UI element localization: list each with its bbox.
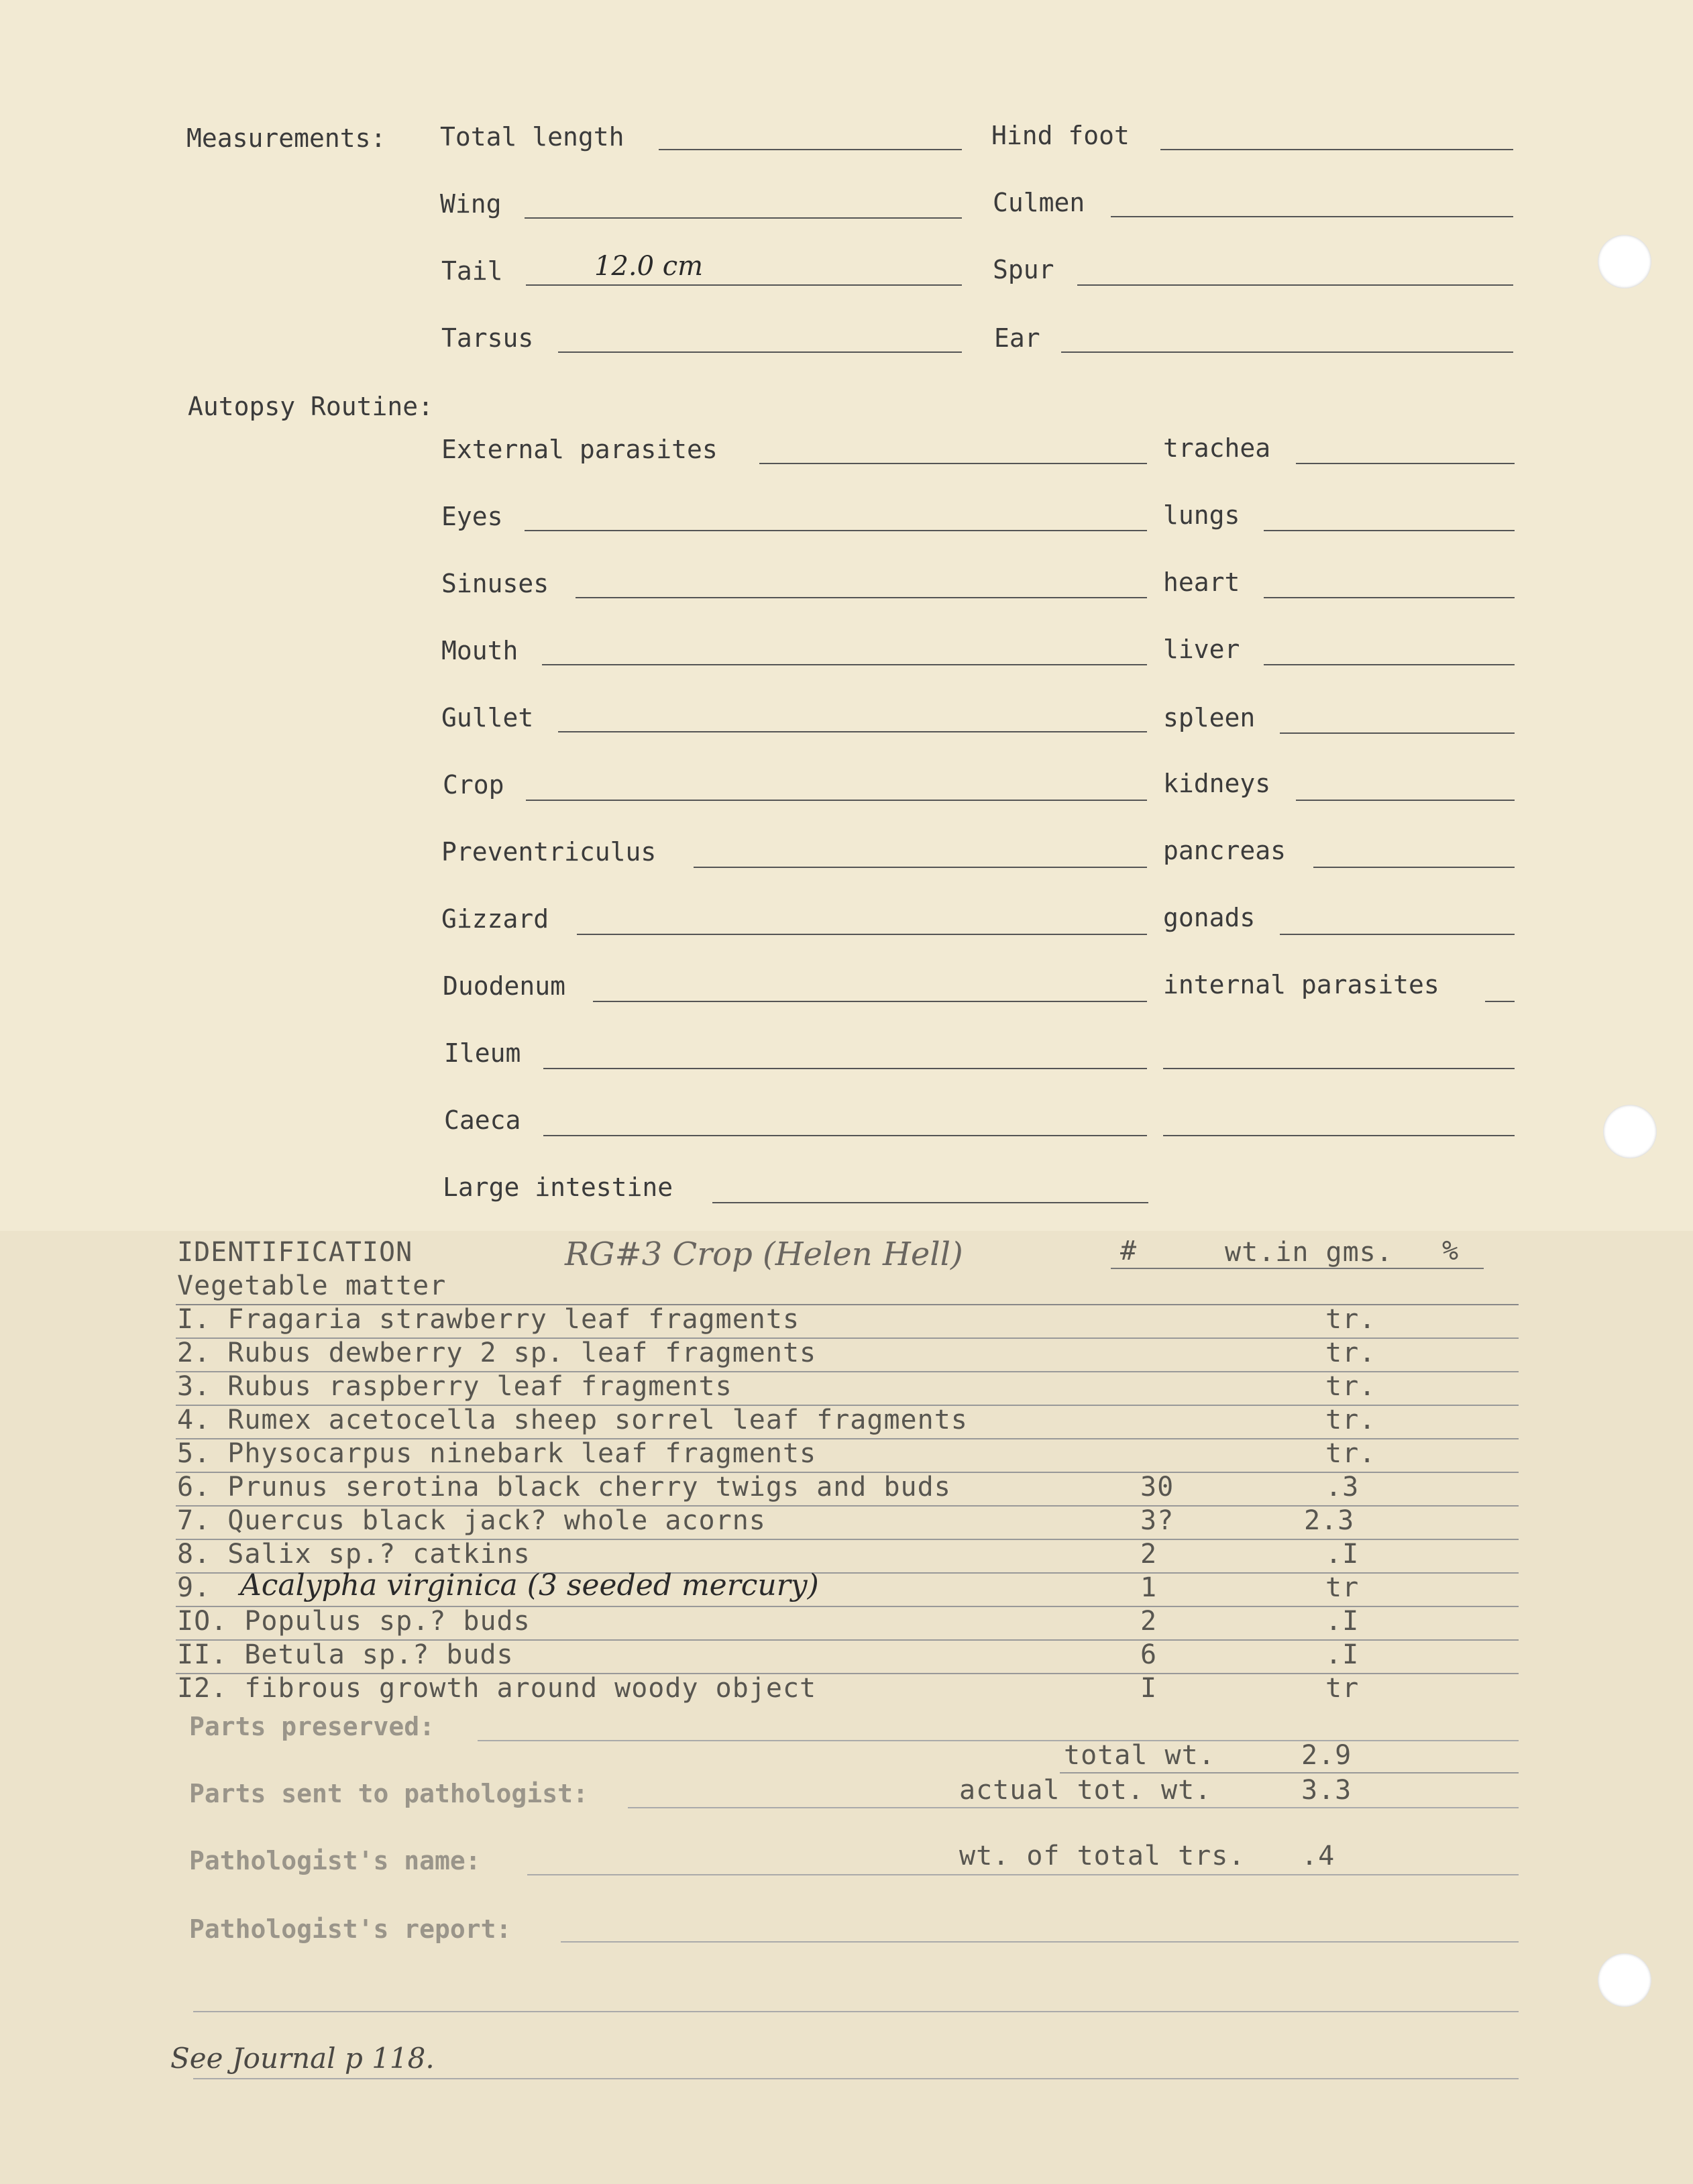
culmen-line xyxy=(1111,216,1513,217)
gizzard-line xyxy=(577,934,1147,935)
list-item: I. Fragaria strawberry leaf fragments xyxy=(177,1304,800,1335)
preventriculus-label: Preventriculus xyxy=(441,837,657,867)
item-weight: tr. xyxy=(1325,1371,1376,1402)
kidneys-line xyxy=(1296,800,1515,801)
item-weight: tr. xyxy=(1325,1438,1376,1469)
column-percent-header: % xyxy=(1442,1236,1460,1266)
ear-label: Ear xyxy=(994,323,1040,353)
binder-hole-top xyxy=(1598,235,1651,288)
trachea-label: trachea xyxy=(1163,433,1271,463)
parts-sent-to-pathologist-label: Parts sent to pathologist: xyxy=(189,1779,588,1808)
mouth-label: Mouth xyxy=(441,636,518,665)
list-item: 8. Salix sp.? catkins xyxy=(177,1539,531,1570)
tail-line xyxy=(526,284,962,286)
caeca-label: Caeca xyxy=(444,1105,521,1135)
total-length-label: Total length xyxy=(440,122,624,152)
total-length-line xyxy=(659,149,962,150)
duodenum-line xyxy=(593,1001,1147,1002)
lungs-label: lungs xyxy=(1163,500,1240,530)
pancreas-label: pancreas xyxy=(1163,836,1287,865)
list-item: 7. Quercus black jack? whole acorns xyxy=(177,1505,766,1536)
ileum-label: Ileum xyxy=(444,1038,521,1068)
item-count: 30 xyxy=(1140,1472,1175,1503)
heart-line xyxy=(1264,597,1515,598)
identification-title: IDENTIFICATION xyxy=(177,1237,413,1268)
list-item: IO. Populus sp.? buds xyxy=(177,1606,531,1637)
pathologists-report-line-1 xyxy=(561,1941,1519,1943)
sinuses-label: Sinuses xyxy=(441,569,549,598)
pathologists-report-line-2 xyxy=(193,2011,1519,2012)
eyes-label: Eyes xyxy=(441,502,503,531)
internal-parasites-line xyxy=(1485,1001,1515,1002)
item-weight: .I xyxy=(1325,1639,1360,1670)
blank-right-line-1 xyxy=(1163,1068,1515,1069)
item-weight: .I xyxy=(1325,1539,1360,1570)
item9-handwritten: Acalypha virginica (3 seeded mercury) xyxy=(240,1568,819,1602)
identification-handwritten-title: RG#3 Crop (Helen Hell) xyxy=(565,1236,963,1273)
sinuses-line xyxy=(576,597,1147,598)
list-item: 5. Physocarpus ninebark leaf fragments xyxy=(177,1438,817,1469)
header-line xyxy=(1111,1268,1484,1269)
tarsus-label: Tarsus xyxy=(441,323,534,353)
eyes-line xyxy=(525,530,1147,531)
journal-reference-note: See Journal p 118. xyxy=(170,2042,435,2075)
external-parasites-label: External parasites xyxy=(441,435,718,464)
item-weight: tr. xyxy=(1325,1304,1376,1335)
list-item: II. Betula sp.? buds xyxy=(177,1639,514,1670)
wing-label: Wing xyxy=(440,189,502,219)
external-parasites-line xyxy=(759,463,1147,464)
crop-line xyxy=(526,800,1147,801)
pathologists-report-line-3 xyxy=(193,2078,1519,2079)
wing-line xyxy=(525,217,962,219)
total-weight-value: 2.9 xyxy=(1301,1740,1352,1771)
internal-parasites-label: internal parasites xyxy=(1163,970,1439,999)
item-count: 2 xyxy=(1140,1539,1158,1570)
caeca-line xyxy=(543,1135,1147,1136)
autopsy-routine-label: Autopsy Routine: xyxy=(188,392,434,421)
gullet-line xyxy=(558,731,1147,732)
pancreas-line xyxy=(1313,867,1515,868)
crop-label: Crop xyxy=(443,770,504,800)
item-weight: tr. xyxy=(1325,1405,1376,1435)
list-item: 9. xyxy=(177,1572,211,1603)
lungs-line xyxy=(1264,530,1515,531)
hind-foot-line xyxy=(1160,149,1513,150)
duodenum-label: Duodenum xyxy=(443,971,566,1001)
mouth-line xyxy=(542,664,1147,665)
item-count: 1 xyxy=(1140,1572,1158,1603)
item-weight: .I xyxy=(1325,1606,1360,1637)
blank-right-line-2 xyxy=(1163,1135,1515,1136)
gullet-label: Gullet xyxy=(441,703,534,732)
hind-foot-label: Hind foot xyxy=(991,121,1130,150)
kidneys-label: kidneys xyxy=(1163,769,1271,798)
list-item: 2. Rubus dewberry 2 sp. leaf fragments xyxy=(177,1337,817,1368)
item-weight: tr. xyxy=(1325,1337,1376,1368)
item-weight: 2.3 xyxy=(1304,1505,1355,1536)
gizzard-label: Gizzard xyxy=(441,904,549,934)
binder-hole-middle xyxy=(1603,1105,1657,1158)
pathologists-report-label: Pathologist's report: xyxy=(189,1914,512,1944)
gonads-label: gonads xyxy=(1163,903,1256,932)
pathologists-name-line xyxy=(527,1874,1519,1875)
large-intestine-line xyxy=(712,1202,1148,1203)
ear-line xyxy=(1061,351,1513,353)
column-count-header: # xyxy=(1120,1236,1138,1266)
binder-hole-bottom xyxy=(1598,1953,1651,2007)
parts-preserved-line xyxy=(478,1740,1519,1741)
item-count: 6 xyxy=(1140,1639,1158,1670)
preventriculus-line xyxy=(694,867,1147,868)
spleen-label: spleen xyxy=(1163,703,1256,732)
gonads-line xyxy=(1280,934,1515,935)
actual-total-weight-value: 3.3 xyxy=(1301,1775,1352,1806)
actual-total-weight-label: actual tot. wt. xyxy=(959,1775,1212,1806)
measurements-label: Measurements: xyxy=(186,123,386,153)
list-item: 4. Rumex acetocella sheep sorrel leaf fragments xyxy=(177,1405,968,1435)
tarsus-line xyxy=(558,351,962,353)
tail-label: Tail xyxy=(441,256,503,286)
weight-of-total-traces-value: .4 xyxy=(1301,1841,1335,1871)
pathologists-name-label: Pathologist's name: xyxy=(189,1846,481,1875)
trachea-line xyxy=(1296,463,1515,464)
item-count: 2 xyxy=(1140,1606,1158,1637)
large-intestine-label: Large intestine xyxy=(443,1172,673,1202)
parts-preserved-label: Parts preserved: xyxy=(189,1712,435,1741)
liver-line xyxy=(1264,664,1515,665)
item-weight: tr xyxy=(1325,1572,1360,1603)
column-weight-header: wt.in gms. xyxy=(1225,1237,1393,1268)
total-weight-line xyxy=(1060,1772,1519,1773)
ileum-line xyxy=(543,1068,1147,1069)
culmen-label: Culmen xyxy=(993,188,1085,217)
tail-value-handwritten: 12.0 cm xyxy=(594,251,704,282)
heart-label: heart xyxy=(1163,567,1240,597)
list-item: 3. Rubus raspberry leaf fragments xyxy=(177,1371,732,1402)
spur-line xyxy=(1077,284,1513,286)
total-weight-label: total wt. xyxy=(1064,1740,1215,1771)
item-count: I xyxy=(1140,1673,1158,1704)
spur-label: Spur xyxy=(993,255,1054,284)
list-item: 6. Prunus serotina black cherry twigs and buds xyxy=(177,1472,951,1503)
list-item: I2. fibrous growth around woody object xyxy=(177,1673,817,1704)
item-weight: tr xyxy=(1325,1673,1360,1704)
item-count: 3? xyxy=(1140,1505,1175,1536)
vegetable-matter-subtitle: Vegetable matter xyxy=(177,1270,447,1301)
parts-sent-line xyxy=(628,1807,1519,1808)
spleen-line xyxy=(1280,732,1515,734)
liver-label: liver xyxy=(1163,635,1240,664)
item-weight: .3 xyxy=(1325,1472,1360,1503)
weight-of-total-traces-label: wt. of total trs. xyxy=(959,1841,1246,1871)
